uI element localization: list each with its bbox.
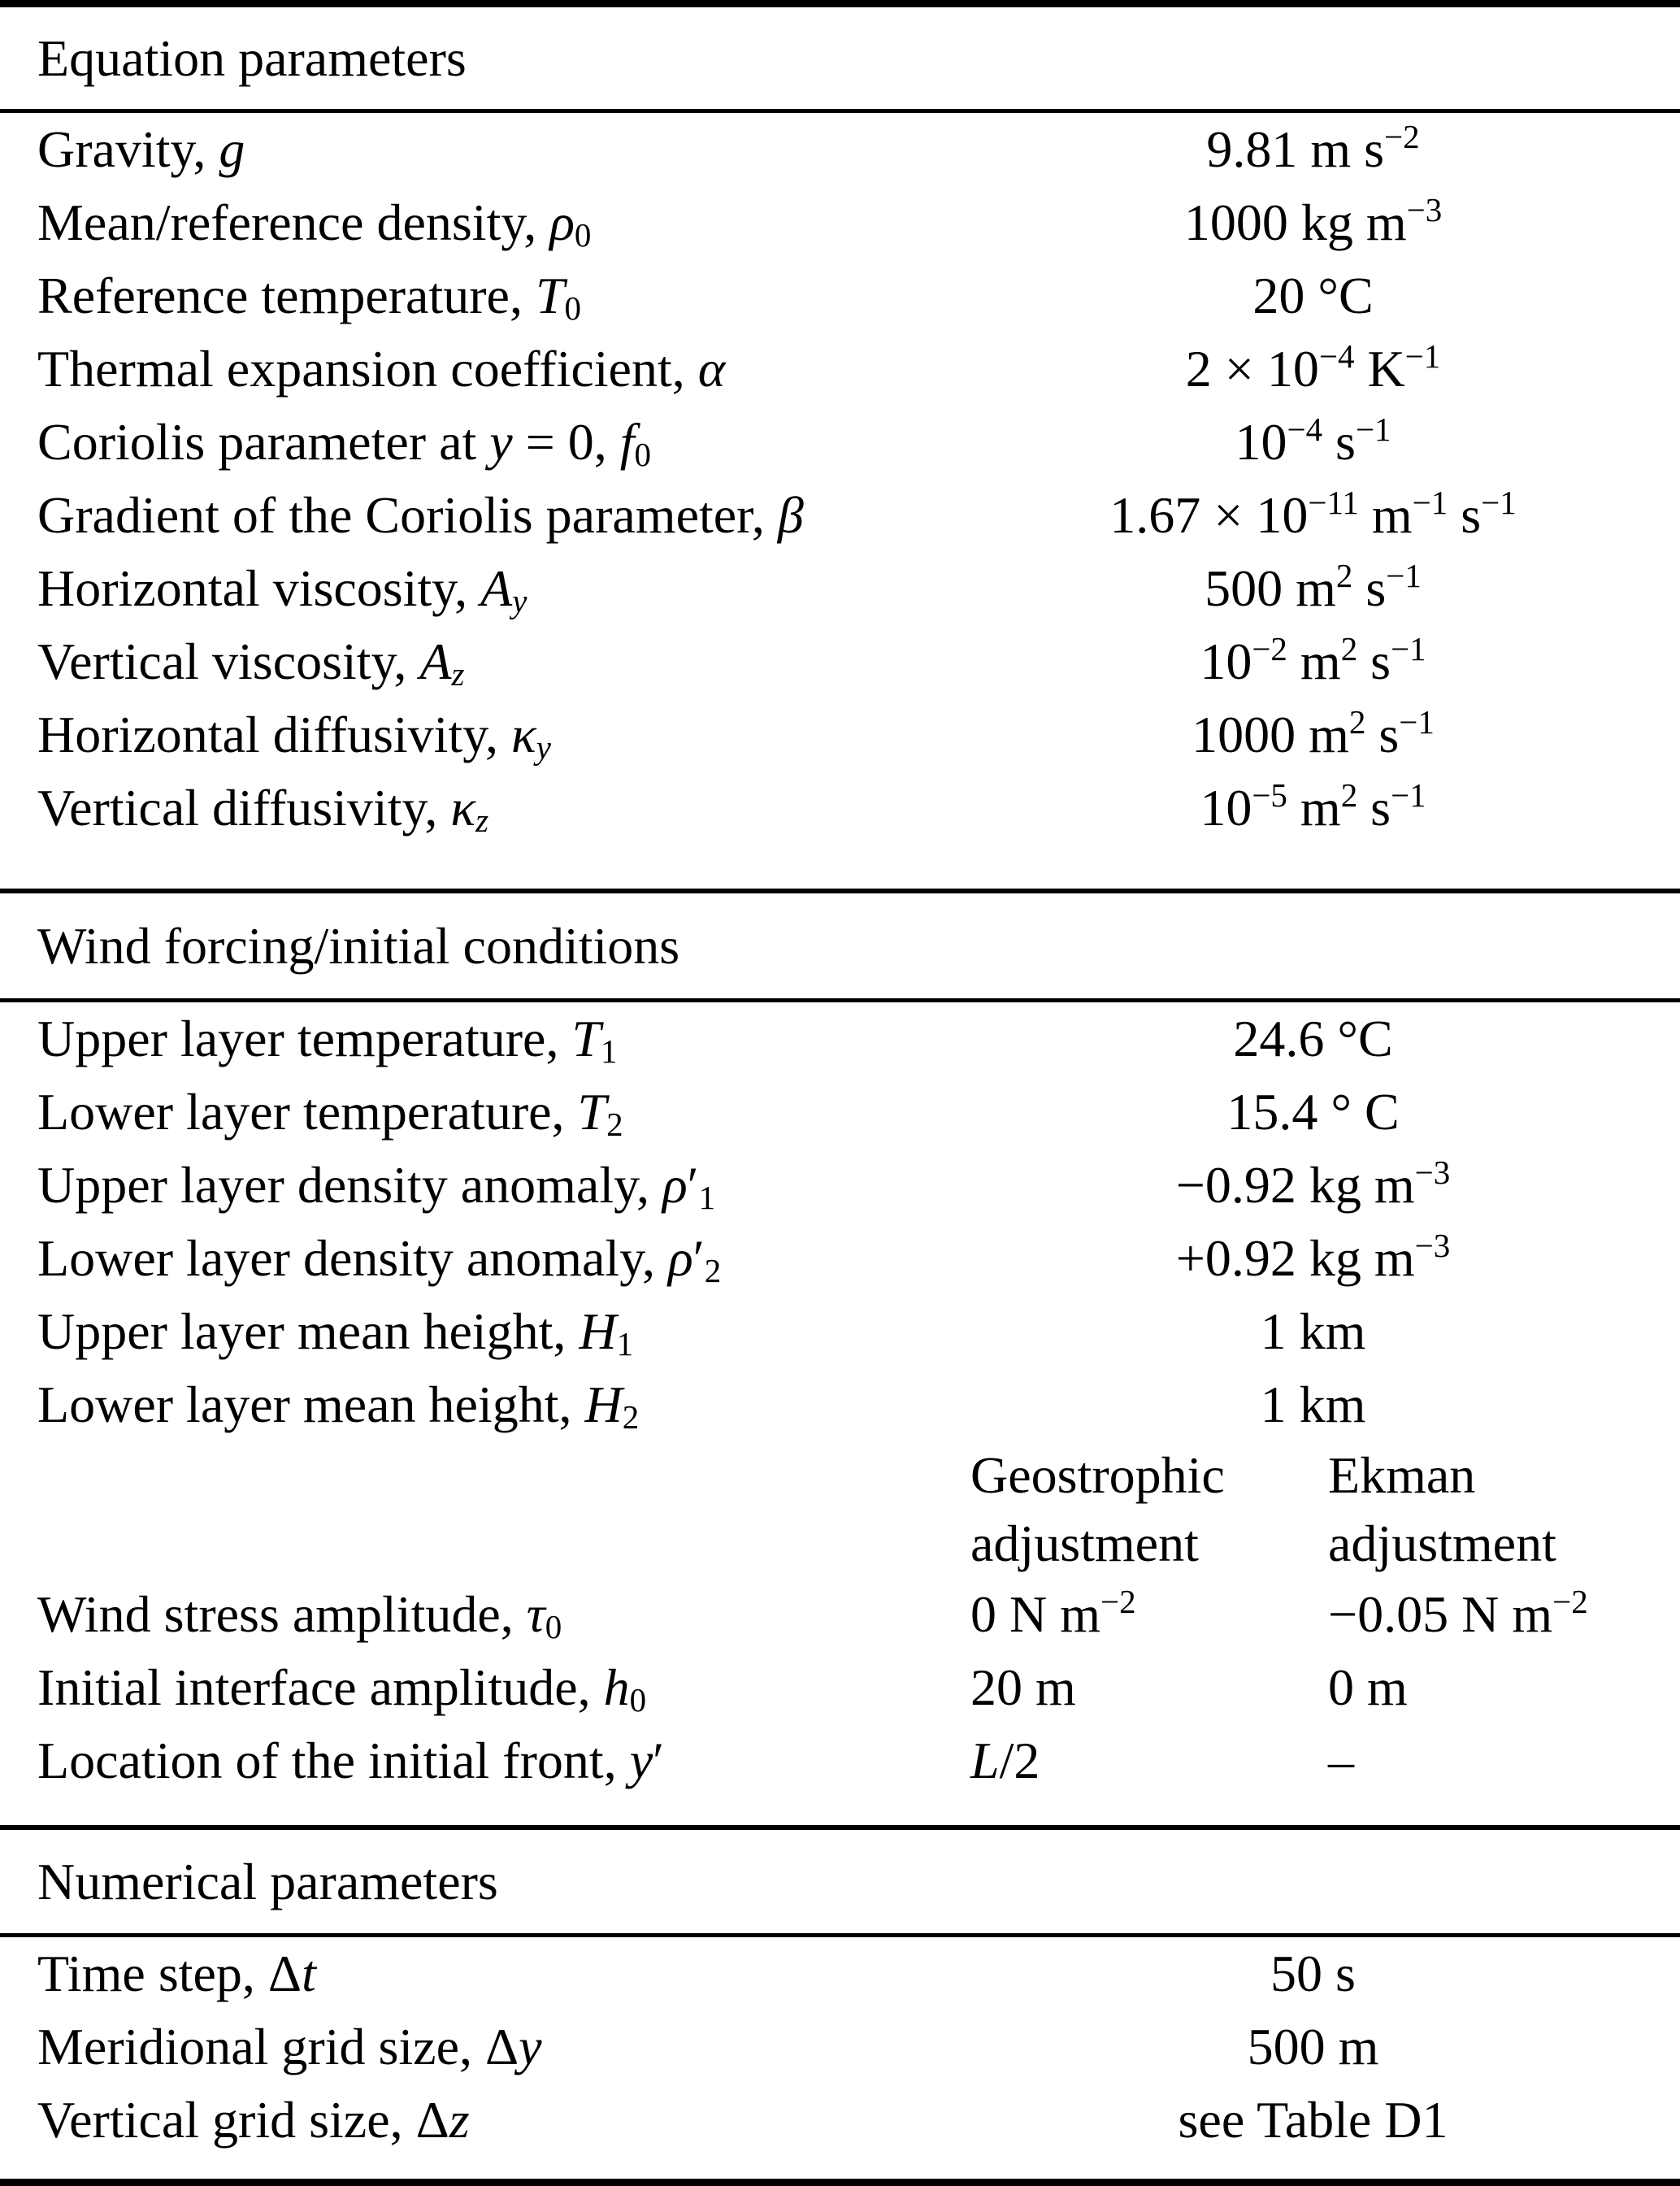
table-row bbox=[0, 406, 1680, 479]
row-label: Meridional grid size, Δy bbox=[37, 2018, 542, 2075]
row-value: $1.67 \times 10^{-11}$ $m^{-1}$ $s^{-1}$ bbox=[1109, 484, 1517, 544]
table-bottom-rule bbox=[0, 2179, 1680, 2186]
section-header-row bbox=[0, 893, 1680, 998]
table-row bbox=[0, 1149, 1680, 1222]
section-spacer bbox=[0, 845, 1680, 889]
table-row bbox=[0, 1578, 1680, 1651]
row-value: $10^{-2}$ $m^2$ $s^{-1}$ bbox=[1200, 630, 1426, 690]
section-title: Equation parameters bbox=[37, 28, 467, 87]
table-row bbox=[0, 1651, 1680, 1724]
row-label: Reference temperature, $T_0$ bbox=[37, 267, 582, 328]
section-title: Wind forcing/initial conditions bbox=[37, 916, 680, 975]
row-value: $10^{-4}$ $s^{-1}$ bbox=[1235, 411, 1391, 471]
row-label: Vertical viscosity, $A_z$ bbox=[37, 632, 465, 693]
row-label: Horizontal viscosity, $A_y$ bbox=[37, 559, 527, 620]
row-value-ekman: – bbox=[1328, 1732, 1354, 1789]
row-value-geostrophic: 0 N $m^{-2}$ bbox=[970, 1583, 1136, 1643]
row-label: Upper layer density anomaly, $\rho'_1$ bbox=[37, 1156, 716, 1217]
row-label: Vertical grid size, Δz bbox=[37, 2091, 470, 2149]
table-row bbox=[0, 771, 1680, 845]
row-value: $10^{-5}$ $m^2$ $s^{-1}$ bbox=[1200, 776, 1426, 837]
row-label: Horizontal diffusivity, $\kappa_y$ bbox=[37, 706, 551, 767]
table-row bbox=[0, 552, 1680, 625]
table-row bbox=[0, 259, 1680, 332]
section-header-row bbox=[0, 7, 1680, 109]
row-value: 1 km bbox=[1260, 1302, 1366, 1360]
row-value-geostrophic: L/2 bbox=[970, 1732, 1040, 1789]
table-row bbox=[0, 186, 1680, 259]
table-row bbox=[0, 1295, 1680, 1368]
row-label: Vertical diffusivity, $\kappa_z$ bbox=[37, 779, 488, 840]
row-value: 1000 kg $m^{-3}$ bbox=[1183, 191, 1443, 251]
row-value: 20 °C bbox=[1252, 267, 1374, 324]
table-row bbox=[0, 625, 1680, 698]
table-row bbox=[0, 2010, 1680, 2084]
section-spacer bbox=[0, 1797, 1680, 1825]
row-value: −0.92 kg $m^{-3}$ bbox=[1175, 1154, 1451, 1214]
row-value-ekman: 0 m bbox=[1328, 1658, 1408, 1716]
row-label: Initial interface amplitude, $h_0$ bbox=[37, 1658, 647, 1719]
section-header-row bbox=[0, 1830, 1680, 1933]
row-value: 500 $m^2$ $s^{-1}$ bbox=[1205, 557, 1422, 617]
table-row bbox=[0, 698, 1680, 771]
row-value: +0.92 kg $m^{-3}$ bbox=[1175, 1227, 1451, 1287]
row-label: Gradient of the Coriolis parameter, β bbox=[37, 486, 804, 544]
row-label: Lower layer mean height, $H_2$ bbox=[37, 1375, 640, 1436]
row-label: Mean/reference density, $\rho_0$ bbox=[37, 193, 592, 254]
table-row bbox=[0, 113, 1680, 186]
table-top-rule bbox=[0, 0, 1680, 7]
row-value-geostrophic: 20 m bbox=[970, 1658, 1076, 1716]
row-value: $2 \times 10^{-4}$ $K^{-1}$ bbox=[1185, 337, 1441, 398]
row-label: Wind stress amplitude, $\tau_0$ bbox=[37, 1585, 562, 1646]
row-label: Coriolis parameter at y = 0, $f_0$ bbox=[37, 413, 652, 474]
table-row bbox=[0, 1724, 1680, 1797]
row-label: Location of the initial front, y′ bbox=[37, 1732, 665, 1789]
row-value: 1 km bbox=[1260, 1375, 1366, 1433]
table-row bbox=[0, 1222, 1680, 1295]
table-row bbox=[0, 479, 1680, 552]
row-value: 500 m bbox=[1247, 2018, 1379, 2075]
row-label: Gravity, g bbox=[37, 120, 245, 178]
column-header-ekman: Ekman bbox=[1328, 1446, 1476, 1504]
column-header-geostrophic: Geostrophic bbox=[970, 1446, 1225, 1504]
row-label: Time step, Δt bbox=[37, 1945, 316, 2002]
table-row bbox=[0, 1937, 1680, 2010]
table-row bbox=[0, 1002, 1680, 1076]
row-value: 15.4 ° C bbox=[1226, 1083, 1400, 1141]
row-value: 24.6 °C bbox=[1233, 1010, 1393, 1067]
row-value-ekman: −0.05 N $m^{-2}$ bbox=[1328, 1583, 1588, 1643]
column-header-ekman: adjustment bbox=[1328, 1515, 1556, 1572]
row-value: see Table D1 bbox=[1178, 2091, 1448, 2149]
row-label: Upper layer mean height, $H_1$ bbox=[37, 1302, 634, 1363]
column-header-row bbox=[0, 1441, 1680, 1510]
table-row bbox=[0, 1368, 1680, 1441]
row-value: 1000 $m^2$ $s^{-1}$ bbox=[1192, 703, 1435, 763]
column-header-geostrophic: adjustment bbox=[970, 1515, 1199, 1572]
row-value: 9.81 m $s^{-2}$ bbox=[1206, 118, 1420, 178]
row-label: Thermal expansion coefficient, α bbox=[37, 340, 726, 398]
table-row bbox=[0, 1076, 1680, 1149]
section-spacer bbox=[0, 2157, 1680, 2179]
row-label: Upper layer temperature, $T_1$ bbox=[37, 1010, 618, 1071]
row-value: 50 s bbox=[1270, 1945, 1356, 2002]
row-label: Lower layer temperature, $T_2$ bbox=[37, 1083, 623, 1144]
column-header-row bbox=[0, 1510, 1680, 1578]
row-label: Lower layer density anomaly, $\rho'_2$ bbox=[37, 1229, 722, 1290]
table-row bbox=[0, 332, 1680, 406]
table-row bbox=[0, 2084, 1680, 2157]
section-title: Numerical parameters bbox=[37, 1852, 498, 1910]
